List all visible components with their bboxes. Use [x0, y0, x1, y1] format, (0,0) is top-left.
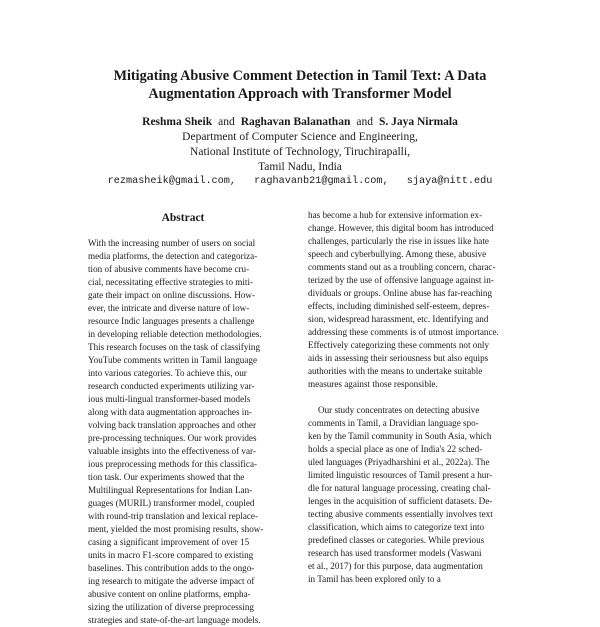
abstract-line: ment, yielded the most promising results, show-	[88, 524, 264, 534]
abstract-line: casing a significant improvement of over 15	[88, 537, 250, 547]
abstract-line: ever, the intricate and diverse nature of low-	[88, 303, 250, 313]
intro-line: classification, which aims to categorize text into	[308, 522, 485, 532]
abstract-line: media platforms, the detection and categoriza-	[88, 251, 258, 261]
author-emails	[40, 175, 560, 188]
abstract-line: ious multi-lingual transformer-based models	[88, 394, 251, 404]
intro-line: holds a special place as one of India's 22 sched-	[308, 444, 483, 454]
intro-line: ken by the Tamil community in South Asia, which	[308, 431, 492, 441]
abstract-line: sizing the utilization of diverse preprocessing	[88, 602, 254, 612]
abstract-line: ious preprocessing methods for this classifica-	[88, 459, 258, 469]
author-name: S. Jaya Nirmala	[378, 116, 458, 128]
abstract-line: tion of abusive comments have become cru-	[88, 264, 250, 274]
intro-line: dividuals or groups. Online abuse has far-reaching	[308, 288, 493, 298]
intro-line: comments in Tamil, a Dravidian language spo-	[308, 418, 479, 428]
abstract-line: baselines. This contribution adds to the ongo-	[88, 563, 255, 573]
abstract-line: resource Indic languages presents a challenge	[88, 316, 255, 326]
intro-line: authorities with the means to undertake suitable	[308, 366, 483, 376]
intro-line: change. However, this digital boom has introduced	[308, 223, 494, 233]
title-line-2: Augmentation Approach with Transformer Model	[148, 86, 452, 102]
intro-line: speech and cyberbullying. Among these, abusive	[308, 249, 487, 259]
affiliation	[60, 130, 540, 175]
abstract-line: units in macro F1-score compared to existing	[88, 550, 254, 560]
intro-line: lenges in the acquisition of sufficient datasets. De-	[308, 496, 493, 506]
abstract-line: gate their impact on online discussions. How-	[88, 290, 256, 300]
intro-line: comments stand out as a troubling concern, charac-	[308, 262, 496, 272]
abstract-line: with round-trip translation and lexical replace-	[88, 511, 259, 521]
paper-title	[60, 67, 540, 103]
abstract-heading: Abstract	[161, 212, 205, 224]
intro-line: effects, including diminished self-esteem, depres-	[308, 301, 490, 311]
title-line-1: Mitigating Abusive Comment Detection in Tamil Text: A Data	[113, 68, 487, 84]
intro-line: challenges, particularly the rise in issues like hate	[308, 236, 489, 246]
abstract-line: With the increasing number of users on social	[88, 238, 256, 248]
abstract-line: in developing reliable detection methodologies.	[88, 329, 262, 339]
paragraph-gap	[308, 391, 508, 404]
abstract-line: YouTube comments written in Tamil language	[88, 355, 258, 365]
affiliation-line: Department of Computer Science and Engineering,	[182, 131, 418, 143]
author-name: Reshma Sheik	[142, 116, 213, 128]
intro-line: sion, widespread harassment, etc. Identifying and	[308, 314, 489, 324]
intro-line: in Tamil has been explored only to a	[308, 574, 441, 584]
intro-line: limited linguistic resources of Tamil present a hur-	[308, 470, 493, 480]
affiliation-line: National Institute of Technology, Tiruchirapalli,	[190, 146, 410, 158]
intro-line: predefined classes or categories. While previous	[308, 535, 485, 545]
intro-line: aids in assessing their seriousness but also equips	[308, 353, 489, 363]
intro-line: tecting abusive comments essentially involves text	[308, 509, 493, 519]
author-list	[60, 115, 540, 129]
email-address: sjaya@nitt.edu	[406, 176, 493, 187]
abstract-line: strategies and state-of-the-art language models.	[88, 615, 261, 625]
abstract-line: research conducted experiments utilizing var-	[88, 381, 255, 391]
abstract-line: valuable insights into the effectiveness of var-	[88, 446, 256, 456]
abstract-line: pre-processing techniques. Our work provides	[88, 433, 257, 443]
abstract-line: guages (MURIL) transformer model, coupled	[88, 498, 255, 508]
intro-line: dle for natural language processing, creating chal-	[308, 483, 491, 493]
author-conjunction: and	[356, 116, 373, 128]
intro-line: Our study concentrates on detecting abusive	[318, 405, 480, 415]
email-address: raghavanb21@gmail.com,	[254, 176, 389, 187]
intro-line: addressing these comments is of utmost importance.	[308, 327, 499, 337]
abstract-line: tion task. Our experiments showed that the	[88, 472, 245, 482]
intro-line: has become a hub for extensive information ex-	[308, 210, 483, 220]
abstract-line: Multilingual Representations for Indian Lan-	[88, 485, 253, 495]
abstract-line: This research focuses on the task of classifying	[88, 342, 261, 352]
intro-line: et al., 2017) for this purpose, data augmentation	[308, 561, 483, 571]
author-conjunction: and	[218, 116, 235, 128]
abstract-line: along with data augmentation approaches in-	[88, 407, 252, 417]
intro-line: uled languages (Priyadharshini et al., 2022a). The	[308, 457, 490, 467]
abstract-line: cial, necessitating effective strategies to miti-	[88, 277, 254, 287]
abstract-line: into various categories. To achieve this, our	[88, 368, 247, 378]
email-address: rezmasheik@gmail.com,	[107, 176, 237, 187]
intro-line: terized by the use of offensive language against in-	[308, 275, 494, 285]
abstract-line: abusive content on online platforms, empha-	[88, 589, 251, 599]
abstract-line: volving back translation approaches and other	[88, 420, 256, 430]
intro-line: Effectively categorizing these comments not only	[308, 340, 490, 350]
intro-line: research has used transformer models (Vaswani	[308, 548, 482, 558]
abstract-line: ing research to mitigate the adverse impact of	[88, 576, 255, 586]
affiliation-line: Tamil Nadu, India	[258, 161, 342, 173]
author-name: Raghavan Balanathan	[240, 116, 351, 128]
intro-line: measures against those responsible.	[308, 379, 438, 389]
introduction-body	[308, 209, 508, 586]
abstract-body	[88, 237, 283, 627]
